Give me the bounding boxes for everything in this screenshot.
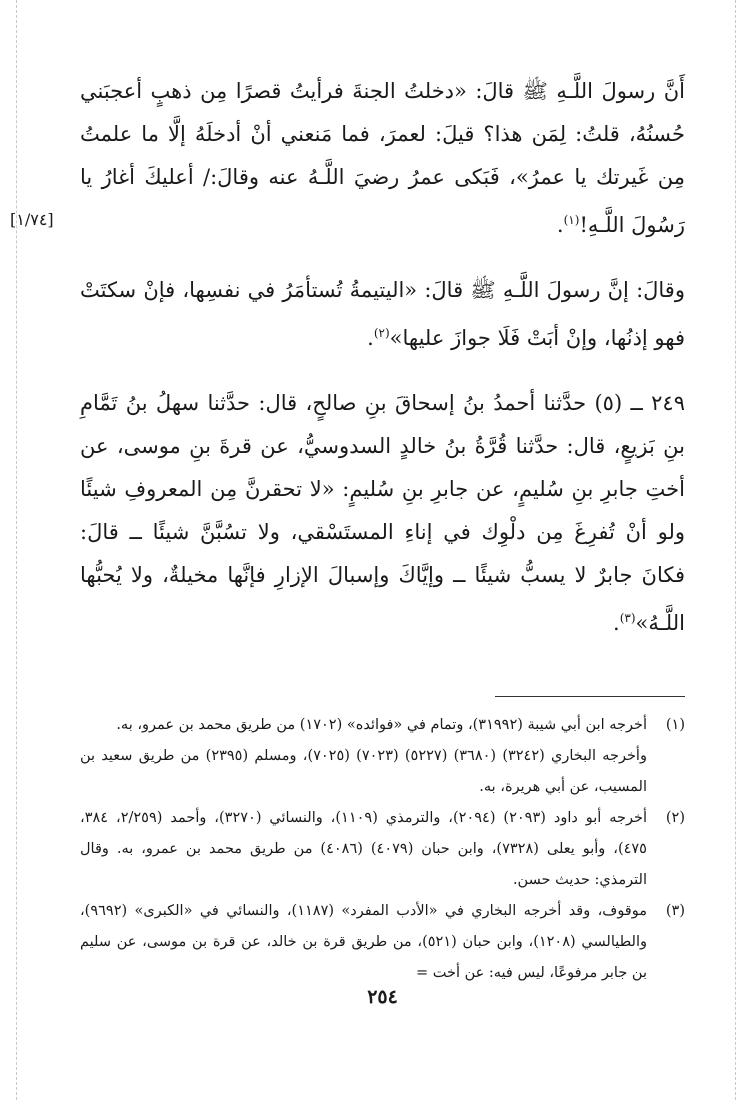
footnote-line: وأخرجه البخاري (٣٢٤٢) (٣٦٨٠) (٥٢٢٧) (٧٠٢٣) (٧٠٢٥)، ومسلم (٢٣٩٥) من طريق سعيد بن المسيب، عن أبي هريرة، به. xyxy=(80,748,647,795)
hadith-paragraph: وقالَ: إنَّ رسولَ اللَّـهِ ﷺ قالَ: «اليتيمةُ تُستأمَرُ في نفسِها، فإنْ سكتَتْ فهو إذنُها، وإنْ أبَتْ فَلَا جوازَ عليها»$^{(٢)}$. xyxy=(80,278,685,350)
paragraph-text: أَنَّ رسولَ اللَّـهِ ﷺ قالَ: «دخلتُ الجنةَ فرأيتُ قصرًا مِن ذهبٍ أعجبَني حُسنُهُ، قلتُ: لِمَن هذا؟ قيلَ: لعمرَ، فما مَنعني أنْ أدخلَهُ إلَّا ما علمتُ مِن غَيرتك يا عمرُ»، فَبَكى عمرُ رضيَ اللَّـهُ عنه وقالَ:/ أعليكَ أغارُ يا رَسُولَ اللَّـهِ! xyxy=(80,79,685,237)
hadith-paragraph: ٢٤٩ ــ (٥) حدَّثنا أحمدُ بنُ إسحاقَ بنِ صالحٍ، قال: حدَّثنا سهلُ بنُ تَمَّامِ بنِ بَزيعٍ، قال: حدَّثنا قُرَّةُ بنُ خالدٍ السدوسيُّ، عن قرةَ بنِ موسى، عن أختِ جابرِ بنِ سُليمٍ، عن جابرِ بنِ سُليمٍ: «لا تحقرنَّ مِن المعروفِ شيئًا ولو أنْ تُفرِغَ مِن دلْوِك في إناءِ المستَسْقي، ولا تسُبَّنَّ شيئًا ــ قالَ: فكانَ جابرٌ لا يسبُّ شيئًا ــ وإيَّاكَ وإسبالَ الإزارِ فإنَّها مخيلةٌ، ولا يُحبُّها اللَّـهُ»$^{(٣)}$. xyxy=(80,391,685,635)
book-page xyxy=(10,70,685,1008)
paragraph-text: وقالَ: إنَّ رسولَ اللَّـهِ ﷺ قالَ: «اليتيمةُ تُستأمَرُ في نفسِها، فإنْ سكتَتْ فهو إذنُها، وإنْ أبَتْ فَلَا جوازَ عليها» xyxy=(80,278,685,350)
hadith-paragraph: أَنَّ رسولَ اللَّـهِ ﷺ قالَ: «دخلتُ الجنةَ فرأيتُ قصرًا مِن ذهبٍ أعجبَني حُسنُهُ، قلتُ: لِمَن هذا؟ قيلَ: لعمرَ، فما مَنعني أنْ أدخلَهُ إلَّا ما علمتُ مِن غَيرتك يا عمرُ»، فَبَكى عمرُ رضيَ اللَّـهُ عنه وقالَ:/ أعليكَ أغارُ يا رَسُولَ اللَّـهِ!$^{(١)}$. xyxy=(80,79,685,237)
footnote xyxy=(80,896,685,989)
footnote-separator xyxy=(495,696,685,697)
footnote xyxy=(80,710,685,803)
paragraph-text: ٢٤٩ ــ (٥) حدَّثنا أحمدُ بنُ إسحاقَ بنِ صالحٍ، قال: حدَّثنا سهلُ بنُ تَمَّامِ بنِ بَزيعٍ، قال: حدَّثنا قُرَّةُ بنُ خالدٍ السدوسيُّ، عن قرةَ بنِ موسى، عن أختِ جابرِ بنِ سُليمٍ، عن جابرِ بنِ سُليمٍ: «لا تحقرنَّ مِن المعروفِ شيئًا ولو أنْ تُفرِغَ مِن دلْوِك في إناءِ المستَسْقي، ولا تسُبَّنَّ شيئًا ــ قالَ: فكانَ جابرٌ لا يسبُّ شيئًا ــ وإيَّاكَ وإسبالَ الإزارِ فإنَّها مخيلةٌ، ولا يُحبُّها اللَّـهُ» xyxy=(80,391,685,635)
left-margin-guide xyxy=(16,0,17,1100)
footnote-ref: (٣) xyxy=(619,611,636,625)
footnote-body xyxy=(80,896,647,989)
right-margin-guide xyxy=(735,0,736,1100)
footnote-number: (٣) xyxy=(665,903,685,919)
main-text xyxy=(80,70,685,645)
footnote xyxy=(80,803,685,896)
footnote-line: موقوف، وقد أخرجه البخاري في «الأدب المفرد» (١١٨٧)، والنسائي في «الكبرى» (٩٦٩٢)، والطيالسي (١٢٠٨)، وابن حبان (٥٢١)، من طريق قرة بن خالد، عن قرة بن موسى، عن سليم بن جابر مرفوعًا، ليس فيه: عن أخت = xyxy=(80,903,647,981)
footnote-line: أخرجه ابن أبي شيبة (٣١٩٩٢)، وتمام في «فوائده» (١٧٠٢) من طريق محمد بن عمرو، به. xyxy=(116,717,647,733)
footnote-number: (٢) xyxy=(665,810,685,826)
footnote-body xyxy=(80,710,647,803)
footnote-line: أخرجه أبو داود (٢٠٩٣) (٢٠٩٤)، والترمذي (١١٠٩)، والنسائي (٣٢٧٠)، وأحمد (٢/٢٥٩، ٣٨٤، ٤٧٥)، وأبو يعلى (٧٣٢٨)، وابن حبان (٤٠٧٩) (٤٠٨٦) من طريق محمد بن عمرو، به. وقال الترمذي: حديث حسن. xyxy=(80,810,648,888)
manuscript-folio-reference: [١/٧٤] xyxy=(10,210,54,229)
footnote-number: (١) xyxy=(665,717,685,733)
footnote-ref: (١) xyxy=(563,213,580,227)
page-number: ٢٥٤ xyxy=(367,986,398,1008)
footnotes xyxy=(80,710,685,989)
footnote-body xyxy=(80,803,647,896)
footnote-ref: (٢) xyxy=(373,326,390,340)
